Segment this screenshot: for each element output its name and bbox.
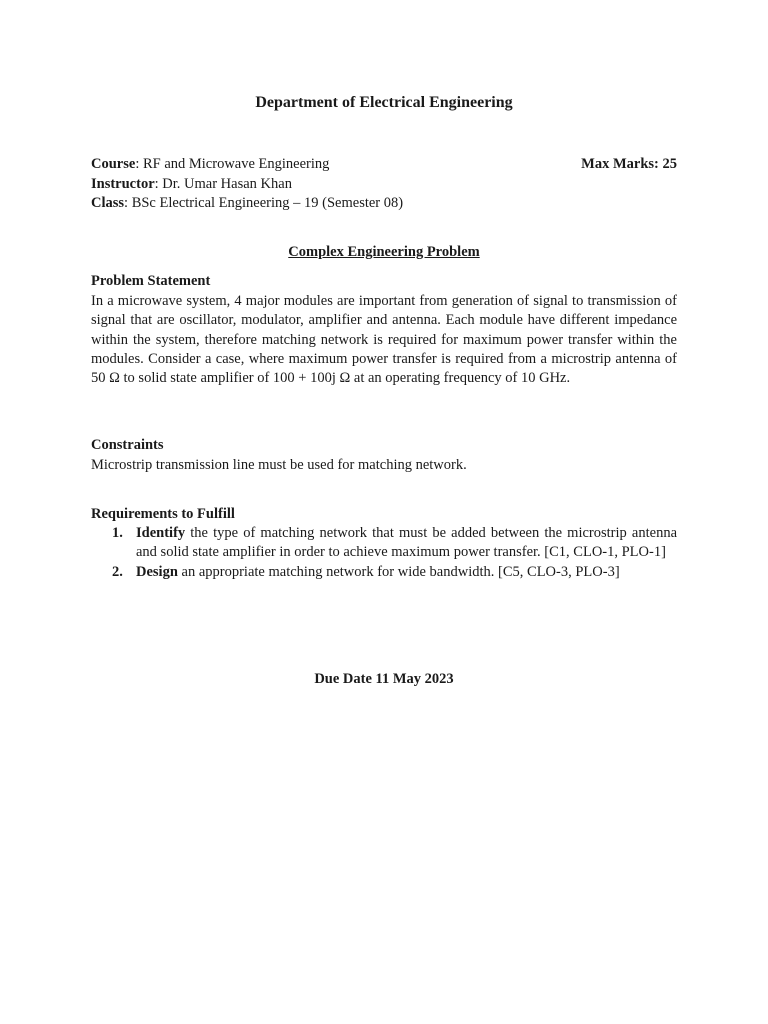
instructor-label: Instructor <box>91 175 155 192</box>
problem-statement-heading: Problem Statement <box>91 273 211 289</box>
course-row <box>91 155 677 175</box>
class-row <box>91 194 677 214</box>
requirement-text: the type of matching network that must be added between the microstrip antenna and solid state amplifier in order to achieve maximum power transfer. [C1, CLO-1, PLO-1] <box>136 525 677 561</box>
requirement-number: 1. <box>112 525 123 541</box>
class-value: : BSc Electrical Engineering – 19 (Semester 08) <box>124 195 404 211</box>
problem-statement-text: In a microwave system, 4 major modules are important from generation of signal to transmission of signal that are oscillator, modulator, amplifier and antenna. Each module have different impedance within the system, therefore matching network is required for maximum power transfer within the modules. Consider a case, where maximum power transfer is required from a microstrip antenna of 50 Ω to solid state amplifier of 100 + 100j Ω at an operating frequency of 10 GHz. <box>91 293 677 387</box>
instructor-value: : Dr. Umar Hasan Khan <box>154 175 292 192</box>
department-title: Department of Electrical Engineering <box>255 94 513 111</box>
course-label: Course <box>91 156 136 172</box>
requirement-keyword: Design <box>136 563 178 580</box>
requirement-number: 2. <box>112 563 123 580</box>
constraints-text: Microstrip transmission line must be used for matching network. <box>91 457 467 473</box>
requirements-heading: Requirements to Fulfill <box>91 506 235 522</box>
instructor-row <box>91 175 677 195</box>
section-title: Complex Engineering Problem <box>288 244 480 260</box>
due-date: Due Date 11 May 2023 <box>314 671 454 687</box>
requirement-keyword: Identify <box>136 525 186 541</box>
requirement-item <box>91 563 677 582</box>
course-info <box>91 155 677 214</box>
class-label: Class <box>91 195 125 211</box>
requirement-text: an appropriate matching network for wide bandwidth. [C5, CLO-3, PLO-3] <box>177 563 620 580</box>
requirements-list <box>91 524 677 582</box>
max-marks: Max Marks: 25 <box>581 156 677 172</box>
requirement-item <box>91 524 677 563</box>
course-value: : RF and Microwave Engineering <box>135 156 330 172</box>
constraints-heading: Constraints <box>91 437 164 453</box>
